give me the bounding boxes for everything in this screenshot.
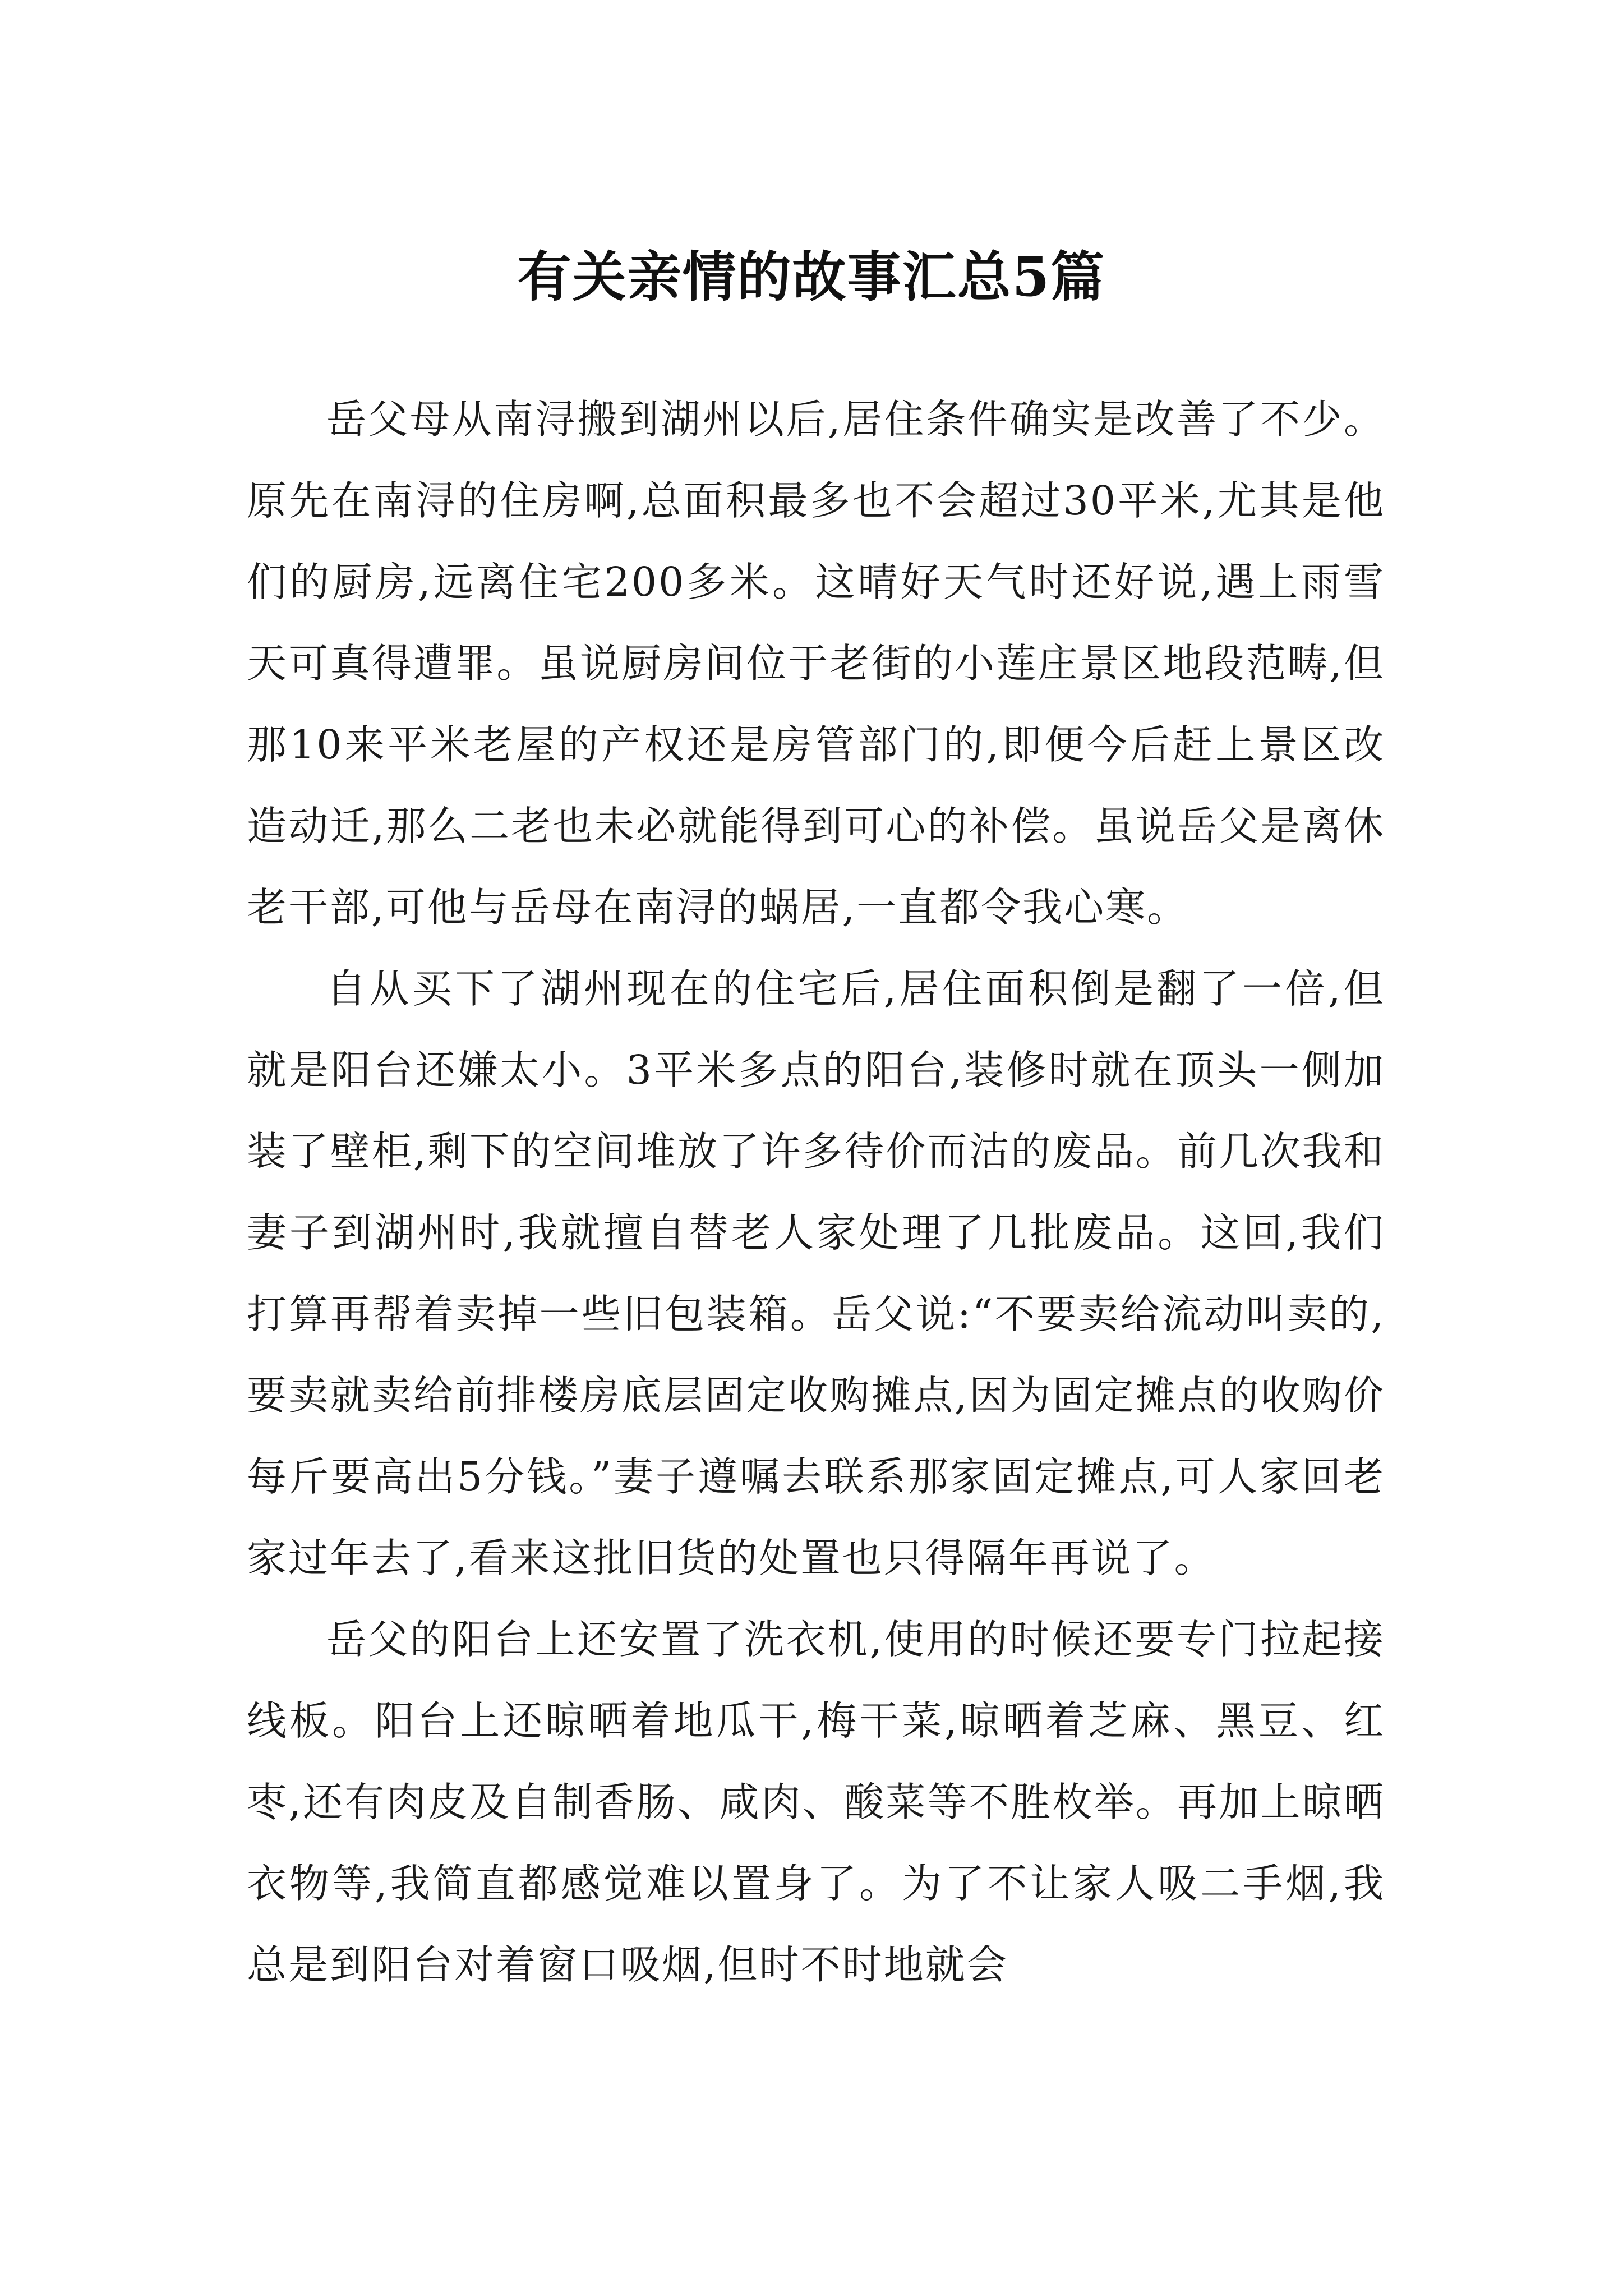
paragraph-3: 岳父的阳台上还安置了洗衣机,使用的时候还要专门拉起接线板。阳台上还晾晒着地瓜干,梅干菜,晾晒着芝麻、黑豆、红枣,还有肉皮及自制香肠、咸肉、酸菜等不胜枚举。再加上晾晒衣物等,我简直都感觉难以置身了。为了不让家人吸二手烟,我总是到阳台对着窗口吸烟,但时不时地就会 bbox=[247, 1616, 1385, 1988]
paragraph-2: 自从买下了湖州现在的住宅后,居住面积倒是翻了一倍,但就是阳台还嫌太小。3平米多点的阳台,装修时就在顶头一侧加装了壁柜,剩下的空间堆放了许多待价而沽的废品。前几次我和妻子到湖州时,我就擅自替老人家处理了几批废品。这回,我们打算再帮着卖掉一些旧包装箱。岳父说:“不要卖给流动叫卖的,要卖就卖给前排楼房底层固定收购摊点,因为固定摊点的收购价每斤要高出5分钱。”妻子遵嘱去联系那家固定摊点,可人家回老家过年去了,看来这批旧货的处置也只得隔年再说了。 bbox=[247, 965, 1385, 1581]
document-title: 有关亲情的故事汇总5篇 bbox=[517, 245, 1106, 309]
paragraph-1: 岳父母从南浔搬到湖州以后,居住条件确实是改善了不少。原先在南浔的住房啊,总面积最多也不会超过30平米,尤其是他们的厨房,远离住宅200多米。这晴好天气时还好说,遇上雨雪天可真得遭罪。虽说厨房间位于老街的小莲庄景区地段范畴,但那10来平米老屋的产权还是房管部门的,即便今后赶上景区改造动迁,那么二老也未必就能得到可心的补偿。虽说岳父是离休老干部,可他与岳母在南浔的蜗居,一直都令我心寒。 bbox=[247, 396, 1385, 931]
document-body bbox=[247, 379, 1385, 2005]
